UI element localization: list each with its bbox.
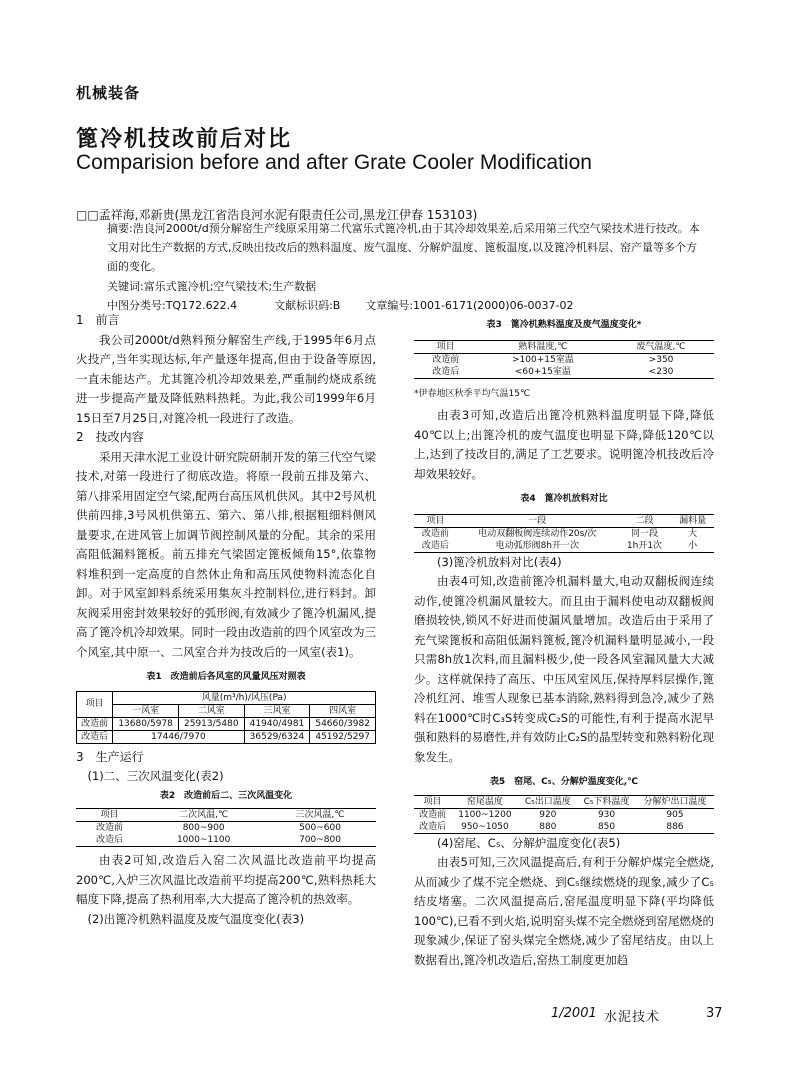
table-cell: 25913/5480 — [178, 717, 244, 730]
heading-operation: 3 生产运行 — [76, 749, 144, 764]
table-cell: 41940/4981 — [244, 717, 310, 730]
table1-caption: 表1 改造前后各风室的风量风压对照表 — [146, 672, 306, 682]
table-cell: 改造后 — [419, 821, 447, 832]
paragraph-clinker-temp: 由表3可知,改造后出篦冷机熟料温度明显下降,降低40℃以上;出篦冷机的废气温度也明显下降,降低120℃以上,达到了技改目的,满足了工艺要求。说明篦冷机技改后冷却效果较好。 — [414, 408, 714, 481]
keywords: 关键词:富乐式篦冷机;空气梁技术;生产数据 — [107, 280, 317, 293]
table-row — [414, 808, 714, 821]
paragraph-intro: 我公司2000t/d熟料预分解窑生产线,于1995年6月点火投产,当年实现达标,年产量逐年提高,但由于设备等原因,一直未能达产。尤其篦冷机冷却效果差,严重制约烧成系统进一步提高产量及降低熟料热耗。为此,我公司1999年6月15日至7月25日,对篦冷机一段进行了改造。 — [76, 332, 376, 425]
table-cell: 1000~1100 — [176, 835, 231, 845]
table-cell: 880 — [539, 821, 557, 832]
table-cell: 电动弧形阀8h开一次 — [495, 540, 580, 551]
table3-header-cell: 项目 — [414, 340, 478, 353]
article-title-en: Comparision before and after Grate Cooler Modification — [76, 151, 592, 174]
table-cell: 改造后 — [77, 730, 113, 743]
heading-intro: 1 前言 — [76, 313, 120, 327]
table4 — [414, 514, 714, 553]
table-row — [414, 527, 714, 540]
table-cell: 改造前 — [77, 717, 113, 730]
section-label: 机械装备 — [76, 84, 141, 102]
subheading-air-temp: (1)二、三次风温变化(表2) — [87, 769, 224, 783]
right-column — [414, 316, 714, 970]
table-cell: 1h开1次 — [626, 540, 663, 551]
table-cell: 改造前 — [419, 809, 447, 820]
table3-header-cell: 废气温度,℃ — [608, 340, 714, 353]
table-cell: 45192/5297 — [310, 730, 376, 743]
table-cell: <60+15室温 — [514, 366, 571, 377]
table-cell: 500~600 — [299, 823, 341, 833]
table3 — [414, 340, 714, 379]
table1-unit: 风量(m³/h)/风压(Pa) — [113, 691, 376, 704]
table2-header-cell: 二次风温,℃ — [143, 809, 264, 822]
table-cell: 同一段 — [630, 528, 658, 539]
table-cell: <230 — [648, 366, 674, 377]
footer-issue: 1/2001 — [551, 1006, 597, 1021]
table-cell: 700~800 — [299, 835, 341, 845]
table-row — [76, 822, 376, 835]
table-cell: 改造后 — [421, 540, 449, 551]
article-number: 文章编号:1001-6171(2000)06-0037-02 — [365, 299, 574, 312]
paragraph-kiln-temp: 由表5可知,三次风温提高后,有利于分解炉煤完全燃烧,从而减少了煤不完全燃烧、到C₅继续燃烧的现象,减少了C₅结皮堵塞。二次风温提高后,窑尾温度明显下降(平均降低100℃),已看不到火焰,说明窑头煤不完全燃烧到窑尾燃烧的现象减少,保证了窑头煤完全燃烧,减少了窑尾结皮。由以上数据看出,篦冷机改造后,窑热工制度更加趋 — [414, 855, 714, 967]
table5-header-cell: 窑尾温度 — [451, 795, 518, 808]
table4-header-cell: 项目 — [414, 514, 457, 527]
table1-header-cell: 三风室 — [244, 704, 310, 717]
document-code: 文献标识码:B — [274, 299, 341, 312]
table-cell: 930 — [597, 809, 616, 820]
table-cell: 改造后 — [432, 366, 460, 377]
table1-header-cell: 项目 — [77, 691, 113, 717]
table3-caption: 表3 篦冷机熟料温度及废气温度变化* — [486, 320, 642, 330]
table-cell: 1100~1200 — [458, 809, 512, 820]
footer-journal: 水泥技术 — [604, 1010, 661, 1025]
table1 — [76, 691, 376, 744]
paragraph-discharge: 由表4可知,改造前篦冷机漏料量大,电动双翻板阀连续动作,使篦冷机漏风量较大。而且由于漏料使电动双翻板阀磨损较快,锁风不好进而使漏风量增加。改造后由于采用了充气梁篦板和高阻低漏料篦板,篦冷机漏料量明显减小,一段只需8h放1次料,而且漏料极少,使一段各风室漏风量大大减少。这样就保持了高压、中压风室风压,保持厚料层操作,篦冷机红河、堆雪人现象已基本消除,熟料得到急冷,减少了熟料在1000℃时C₃S转变成C₂S的可能性,有利于提高水泥早强和熟料的易磨性,并有效防止C₂S的晶型转变和熟料粉化现象发生。 — [414, 574, 714, 764]
subheading-clinker-temp: (2)出篦冷机熟料温度及废气温度变化(表3) — [87, 911, 305, 926]
table-cell: 电动双翻板阀连续动作20s/次 — [478, 528, 597, 539]
table-cell: 小 — [688, 540, 698, 551]
table3-header-cell: 熟料温度,℃ — [478, 340, 608, 353]
article-title-cn: 篦冷机技改前后对比 — [76, 127, 293, 152]
table-cell: 改造前 — [96, 823, 124, 833]
table5 — [414, 795, 714, 834]
table5-header-cell: C₅下料温度 — [577, 795, 636, 808]
table-cell: 920 — [539, 809, 557, 820]
table-cell: 13680/5978 — [113, 717, 179, 730]
table-row — [77, 730, 376, 743]
table3-footnote: *伊春地区秋季平均气温15℃ — [414, 388, 531, 399]
heading-modification: 2 技改内容 — [76, 430, 144, 444]
table4-header-cell: 漏料量 — [671, 514, 714, 527]
table5-header-cell: C₅出口温度 — [518, 795, 577, 808]
table-cell: 改造后 — [96, 835, 124, 845]
table5-header-cell: 项目 — [414, 795, 451, 808]
table4-header-cell: 二段 — [618, 514, 671, 527]
table-cell: 改造前 — [421, 528, 449, 539]
table-row — [414, 821, 714, 834]
table5-header-cell: 分解炉出口温度 — [636, 795, 714, 808]
table5-caption: 表5 窑尾、C₅、分解炉温度变化,℃ — [489, 777, 639, 787]
table-row — [77, 717, 376, 730]
table-cell: 800~900 — [182, 823, 225, 833]
table-row — [76, 834, 376, 847]
table-row — [414, 366, 714, 379]
table-cell: 36529/6324 — [244, 730, 310, 743]
authors: □□孟祥海,邓新贵(黑龙江省浩良河水泥有限责任公司,黑龙江伊春 153103) — [76, 208, 478, 222]
table-cell: >350 — [648, 354, 674, 365]
table-cell: 改造前 — [432, 354, 460, 365]
table-row — [414, 540, 714, 553]
table-cell: 850 — [597, 821, 616, 832]
class-number: 中图分类号:TQ172.622.4 — [107, 299, 238, 312]
paragraph-modification: 采用天津水泥工业设计研究院研制开发的第三代空气梁技术,对第一段进行了彻底改造。将原一段前五排及第六、第八排采用固定空气梁,配两台高压风机供风。其中2号风机供前四排,3号风机供第五、第六、第八排,根据粗细料侧风量要求,在进风管上加调节阀控制风量的分配。其余的采用高阻低漏料篦板。前五排充气梁固定篦板倾角15°,依靠物料堆积到一定高度的自然休止角和高压风使物料流态化自卸。对于风室卸料系统采用集灰斗控制料位,进行料封。卸灰阀采用密封效果较好的弧形阀,有效减少了篦冷机漏风,提高了篦冷机冷却效果。同时一段由改造前的四个风室改为三个风室,其中原一、二风室合并为技改后的一风室(表1)。 — [76, 449, 376, 659]
table-cell: 54660/3982 — [310, 717, 376, 730]
table1-header-cell: 四风室 — [310, 704, 376, 717]
abstract: 摘要:浩良河2000t/d预分解窑生产线原采用第二代富乐式篦冷机,由于其冷却效果差,后采用第三代空气梁技术进行技改。本文用对比生产数据的方式,反映出技改后的熟料温度、废气温度、分解炉温度、篦板温度,以及篦冷机料层、窑产量等多个方面的变化。 — [107, 222, 700, 273]
table-cell: 950~1050 — [461, 821, 509, 832]
table-cell: 大 — [688, 528, 698, 539]
table-row — [414, 353, 714, 366]
subheading-kiln-temp: (4)窑尾、C₅、分解炉温度变化(表5) — [437, 835, 621, 850]
table2-caption: 表2 改造前后二、三次风温变化 — [159, 790, 293, 801]
table-cell: 886 — [666, 821, 684, 832]
table2-header-cell: 项目 — [76, 809, 143, 822]
table-cell: >100+15室温 — [511, 354, 574, 365]
page-number: 37 — [706, 1006, 723, 1021]
table2 — [76, 808, 376, 847]
table-cell: 17446/7970 — [113, 730, 244, 743]
table1-header-cell: 一风室 — [113, 704, 179, 717]
table4-header-cell: 一段 — [457, 514, 618, 527]
paragraph-air-temp: 由表2可知,改造后入窑二次风温比改造前平均提高200℃,入炉三次风温比改造前平均提高200℃,熟料热耗大幅度下降,提高了热利用率,大大提高了篦冷机的热效率。 — [76, 853, 376, 906]
left-column — [76, 311, 376, 929]
table1-header-cell: 二风室 — [178, 704, 244, 717]
table4-caption: 表4 篦冷机放料对比 — [520, 494, 608, 504]
table2-header-cell: 三次风温,℃ — [264, 809, 376, 822]
table-cell: 905 — [666, 809, 684, 820]
subheading-discharge: (3)篦冷机放料对比(表4) — [437, 554, 562, 569]
